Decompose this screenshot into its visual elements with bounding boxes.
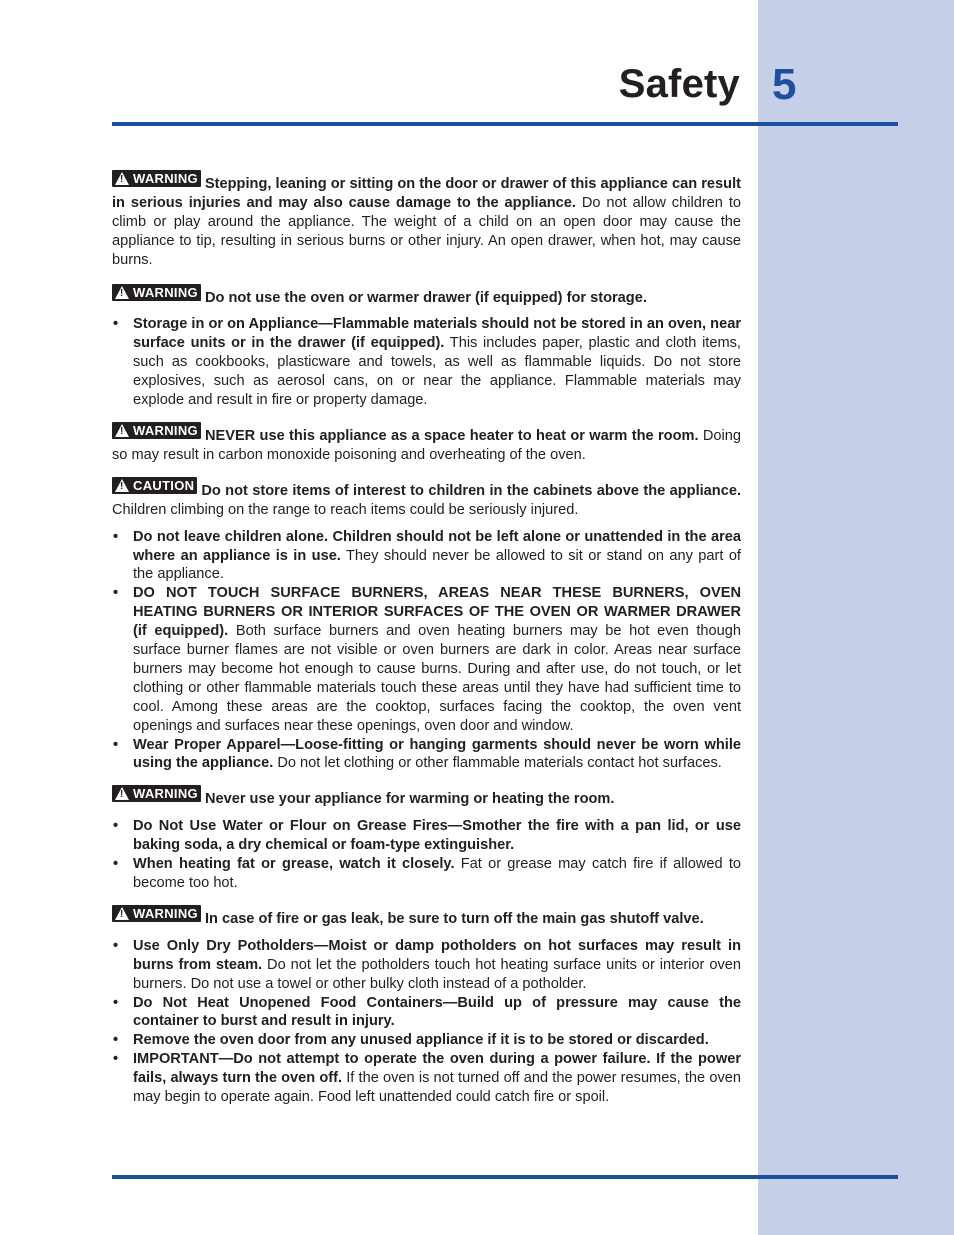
safety-block <box>112 284 741 308</box>
block-text: Do not allow children to climb or play around the appliance. The weight of a child on an open door may cause the appliance to tip, resulting in serious burns or other injury. An open drawer, when hot, may cause burns. <box>112 194 741 268</box>
signal-word-badge <box>112 422 201 439</box>
page-title: Safety <box>618 62 740 106</box>
badge-label: WARNING <box>133 171 198 186</box>
list-item-text: They should never be allowed to sit or stand on any part of the appliance. <box>133 547 741 583</box>
list-item-text: Do not let clothing or other flammable materials contact hot surfaces. <box>273 755 722 772</box>
header-rule <box>112 122 898 126</box>
safety-block <box>112 170 741 270</box>
list-item-text: Both surface burners and oven heating burners may be hot even though surface burner flames are not visible or oven burners are dark in color. Areas near surface burners may become hot enough to cause burns. During and after use, do not touch, or let clothing or other flammable materials touch these areas until they have had sufficient time to cool. Among these areas are the cooktop, surfaces facing the cooktop, the oven vent openings and surfaces near these openings, oven door and window. <box>133 623 741 734</box>
list-item-text: Fat or grease may catch fire if allowed to become too hot. <box>133 856 741 891</box>
warning-triangle-icon <box>115 479 129 492</box>
block-emphasis: NEVER use this appliance as a space heater to heat or warm the room. <box>204 427 699 444</box>
block-emphasis: Do not store items of interest to children in the cabinets above the appliance. <box>201 482 741 499</box>
badge-label: WARNING <box>133 284 198 300</box>
block-emphasis: In case of fire or gas leak, be sure to turn off the main gas shutoff valve. <box>204 910 704 927</box>
warning-triangle-icon <box>115 172 129 185</box>
badge-label: WARNING <box>133 422 198 438</box>
list-item-emphasis: Do not leave children alone. Children should not be left alone or unattended in the area where an appliance is in use. <box>133 528 741 564</box>
bullet-list <box>112 817 741 893</box>
bullet-list <box>112 528 741 774</box>
warning-triangle-icon <box>115 787 129 800</box>
warning-triangle-icon <box>115 424 129 437</box>
block-text: Children climbing on the range to reach items could be seriously injured. <box>112 501 579 518</box>
list-item-emphasis: Do Not Use Water or Flour on Grease Fires—Smother the fire with a pan lid, or use baking soda, a dry chemical or foam-type extinguisher. <box>133 818 741 854</box>
list-item-emphasis: When heating fat or grease, watch it closely. <box>133 856 455 873</box>
list-item <box>112 937 741 994</box>
list-item-emphasis: Wear Proper Apparel—Loose-fitting or hanging garments should never be worn while using the appliance. <box>133 736 741 772</box>
signal-word-badge <box>112 284 201 301</box>
list-item-text: This includes paper, plastic and cloth items, such as cookbooks, plasticware and towels, as well as flammable liquids. Do not store explosives, such as aerosol cans, on or near the appliance. Flammable materials may explode and result in fire or property damage. <box>133 335 741 409</box>
list-item-emphasis: IMPORTANT—Do not attempt to operate the oven during a power failure. If the power fails, always turn the oven off. <box>133 1051 741 1087</box>
badge-label: WARNING <box>133 786 198 802</box>
warning-triangle-icon <box>115 907 129 920</box>
bullet-list <box>112 315 741 410</box>
signal-word-badge <box>112 785 201 802</box>
list-item-emphasis: Remove the oven door from any unused appliance if it is to be stored or discarded. <box>133 1032 709 1049</box>
signal-word-badge <box>112 477 197 494</box>
safety-content <box>112 170 741 1107</box>
list-item-emphasis: Storage in or on Appliance—Flammable materials should not be stored in an oven, near surface units or in the drawer (if equipped). <box>133 316 741 352</box>
warning-triangle-icon <box>115 286 129 299</box>
block-emphasis: Never use your appliance for warming or heating the room. <box>204 791 615 808</box>
signal-word-badge <box>112 170 201 187</box>
block-emphasis: Stepping, leaning or sitting on the door or drawer of this appliance can result in serious injuries and may also cause damage to the appliance. <box>112 176 741 211</box>
list-item <box>112 736 741 774</box>
list-item <box>112 315 741 410</box>
list-item-emphasis: Do Not Heat Unopened Food Containers—Build up of pressure may cause the container to burst and result in injury. <box>133 994 741 1030</box>
safety-block <box>112 477 741 520</box>
list-item <box>112 584 741 735</box>
signal-word-badge <box>112 905 201 922</box>
safety-block <box>112 905 741 929</box>
list-item <box>112 855 741 893</box>
badge-label: CAUTION <box>133 477 195 493</box>
bullet-list <box>112 937 741 1107</box>
list-item <box>112 1050 741 1107</box>
block-emphasis: Do not use the oven or warmer drawer (if equipped) for storage. <box>204 289 647 306</box>
list-item <box>112 528 741 585</box>
badge-label: WARNING <box>133 905 198 921</box>
block-text: Doing so may result in carbon monoxide poisoning and overheating of the oven. <box>112 427 741 463</box>
list-item <box>112 817 741 855</box>
page-number: 5 <box>772 60 797 109</box>
side-band <box>758 0 954 1235</box>
safety-block <box>112 422 741 465</box>
footer-rule <box>112 1175 898 1179</box>
list-item <box>112 994 741 1032</box>
safety-block <box>112 785 741 809</box>
list-item-emphasis: DO NOT TOUCH SURFACE BURNERS, AREAS NEAR THESE BURNERS, OVEN HEATING BURNERS OR INTERIOR SURFACES OF THE OVEN OR WARMER DRAWER (if equipped). <box>133 585 741 640</box>
list-item <box>112 1031 741 1050</box>
list-item-emphasis: Use Only Dry Potholders—Moist or damp potholders on hot surfaces may result in burns from steam. <box>133 937 741 973</box>
list-item-text: If the oven is not turned off and the power resumes, the oven may begin to operate again. Food left unattended could catch fire or spoil. <box>133 1070 741 1106</box>
list-item-text: Do not let the potholders touch hot heating surface units or interior oven burners. Do not use a towel or other bulky cloth instead of a potholder. <box>133 956 741 992</box>
